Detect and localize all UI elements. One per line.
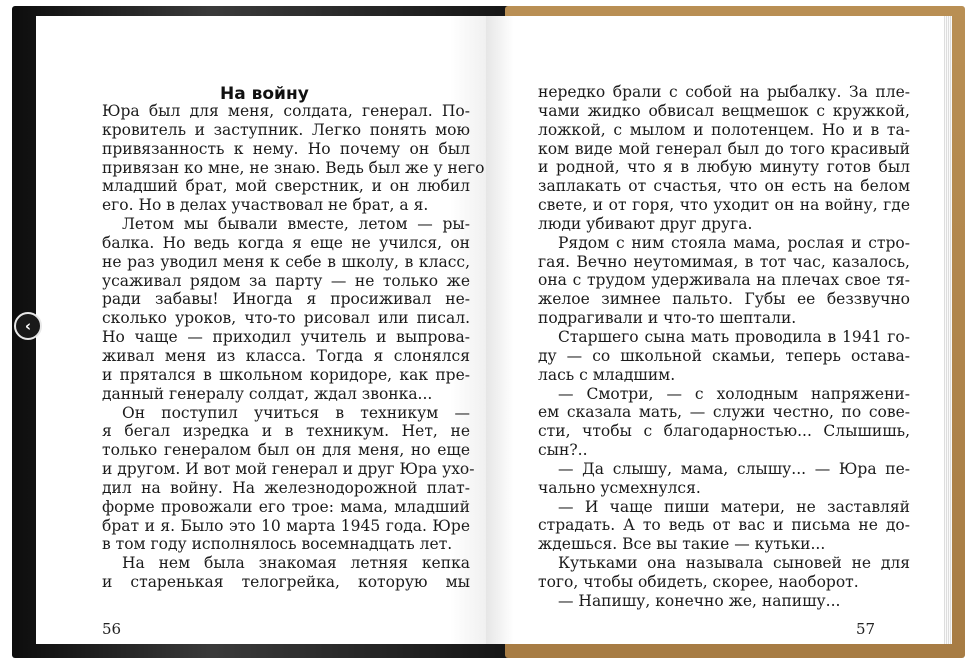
text-line: брат и я. Было это 10 марта 1945 года. Юре [102,516,470,535]
text-line: — Да слышу, мама, слышу... — Юра пе- [558,459,910,478]
text-line: привязан ко мне, не знаю. Ведь был же у него [102,158,485,177]
text-line: подрагивали и что-то шептали. [538,309,797,328]
text-line: Старшего сына мать проводила в 1941 го- [558,327,910,346]
text-line: ради забавы! Иногда я просиживал не- [102,290,470,309]
page-number: 56 [102,620,122,638]
text-line: Но чаще — приходил учитель и выпрова- [102,328,470,347]
text-line: ем сказала мать, — служи честно, по сове- [538,403,910,422]
text-line: люди убивают друг друга. [538,214,753,233]
text-line: усаживал рядом за парту — не только же [102,271,470,290]
text-line: она с трудом удерживала на плечах свое тя- [538,271,910,290]
text-line: — Напишу, конечно же, напишу... [558,591,841,610]
text-line: ложкой, с мылом и полотенцем. Но и в та- [538,120,910,139]
text-line: и родной, что я в любую минуту готов был [538,158,910,177]
text-line: данный генералу солдат, ждал звонка... [102,384,433,403]
text-line: Кутьками она называла сыновей не для [558,554,910,573]
text-line: того, чтобы обидеть, скорее, наоборот. [538,572,859,591]
text-line: свете, и от горя, что уходит он на войну, где [538,196,910,215]
text-line: гая. Вечно неутомимая, в тот час, казалось, [538,252,910,271]
text-line: не раз уводил меня к себе в школу, в класс, [102,252,470,271]
text-line: кровитель и заступник. Легко понять мою [102,120,470,139]
chevron-left-icon: ‹ [24,317,32,335]
text-line: желое зимнее пальто. Губы ее беззвучно [538,290,910,309]
left-page-text [102,102,485,592]
previous-page-button[interactable] [14,312,42,340]
text-line: чально усмехнулся. [538,478,701,497]
right-page [486,16,944,644]
text-line: Он поступил учиться в техникум — [122,403,470,422]
page-number: 57 [856,620,876,638]
text-line: я бегал изредка и в техникум. Нет, не [102,422,470,441]
text-line: и прятался в школьном коридоре, как пре- [102,365,470,384]
text-line: и другом. И вот мой генерал и друг Юра ухо- [102,460,475,479]
text-line: и старенькая телогрейка, которую мы [102,573,470,592]
text-line: нередко брали с собой на рыбалку. За пле- [538,83,910,101]
chapter-heading: На войну [220,84,309,104]
text-line: ду — со школьной скамьи, теперь остава- [538,346,910,365]
text-line: — Смотри, — с холодным напряжени- [558,384,910,403]
text-line: Юра был для меня, солдата, генерал. По- [102,102,470,120]
text-line: заплакать от счастья, что он есть на белом [538,177,910,196]
text-line: ждешься. Все вы такие — кутьки... [538,535,826,554]
text-line: страдать. А то ведь от вас и письма не до- [538,516,910,535]
text-line: его. Но в делах участвовал не брат, а я. [102,196,429,215]
text-line: младший брат, мой сверстник, и он любил [102,177,470,196]
left-page [36,16,496,644]
text-line: живал меня из класса. Тогда я слонялся [102,346,470,365]
text-line: лась с младшим. [538,365,676,384]
text-line: дил на войну. На железнодорожной плат- [102,478,470,497]
text-line: сын?.. [538,441,588,460]
text-line: — И чаще пиши матери, не заставляй [558,497,910,516]
page-edges [944,16,952,644]
text-line: На нем была знакомая летняя кепка [122,554,470,573]
text-line: привязанность к нему. Но почему он был [102,139,470,158]
text-line: в том году исполнялось восемнадцать лет. [102,535,453,554]
text-line: сти, чтобы с благодарностью... Слышишь, [538,422,910,441]
text-line: чами жидко обвисал вещмешок с кружкой, [538,101,910,120]
text-line: только генералом был он для меня, но еще [102,441,470,460]
text-line: балка. Но ведь когда я еще не учился, он [102,233,470,252]
text-line: ком виде мой генерал был до того красивый [538,139,910,158]
text-line: Летом мы бывали вместе, летом — ры- [122,215,470,234]
text-line: Рядом с ним стояла мама, рослая и стро- [558,233,910,252]
text-line: сколько уроков, что-то рисовал или писал. [102,309,470,328]
right-page-text [538,83,910,611]
text-line: форме провожали его трое: мама, младший [102,497,470,516]
